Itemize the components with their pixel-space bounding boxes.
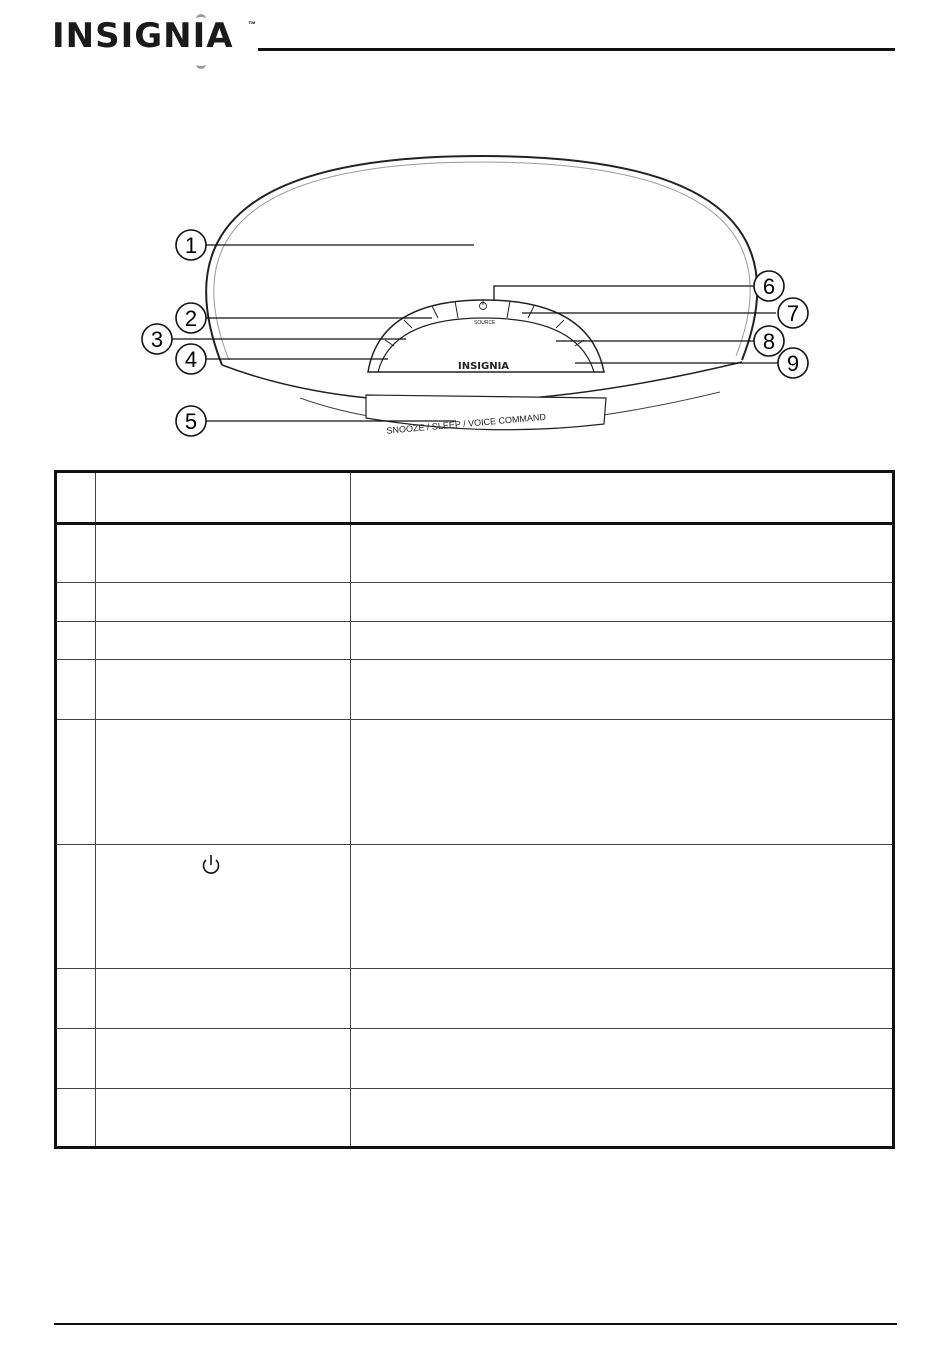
table-row [56,720,894,845]
callout-2 [176,303,206,333]
header-component [96,472,351,524]
power-icon [199,853,223,877]
table-row [56,1029,894,1089]
svg-text:4: 4 [184,347,198,372]
table-row [56,524,894,583]
callout-1 [176,230,206,260]
callout-8 [754,326,784,356]
device-logo: INSIGNIA [458,361,510,372]
table-row [56,1089,894,1148]
svg-text:1: 1 [184,233,198,258]
source-label: SOURCE [474,320,496,326]
callout-3 [142,324,172,354]
svg-text:5: 5 [184,409,198,434]
callout-6 [754,271,784,301]
callout-4 [176,344,206,374]
table-row [56,660,894,720]
footer-rule [54,1323,897,1325]
table-row [56,969,894,1029]
product-diagram [0,140,950,460]
header-number [56,472,96,524]
snooze-bar-label: SNOOZE / SLEEP / VOICE COMMAND [386,411,547,436]
table-header-row [56,472,894,524]
svg-text:6: 6 [762,274,776,299]
callout-9 [778,348,808,378]
trademark-symbol: ™ [248,20,256,29]
svg-text:7: 7 [786,301,800,326]
components-table [54,470,895,1149]
table-row [56,622,894,660]
svg-text:8: 8 [762,329,776,354]
callout-5 [176,406,206,436]
logo-arc-bottom [196,60,206,69]
brand-wordmark: INSIGNIA [52,16,234,56]
table-row [56,845,894,969]
insignia-logo [52,14,262,66]
header-description [351,472,894,524]
svg-text:9: 9 [786,351,800,376]
callout-7 [778,298,808,328]
svg-text:3: 3 [150,327,164,352]
table-row [56,583,894,622]
svg-text:2: 2 [184,306,198,331]
header-rule [258,48,895,51]
